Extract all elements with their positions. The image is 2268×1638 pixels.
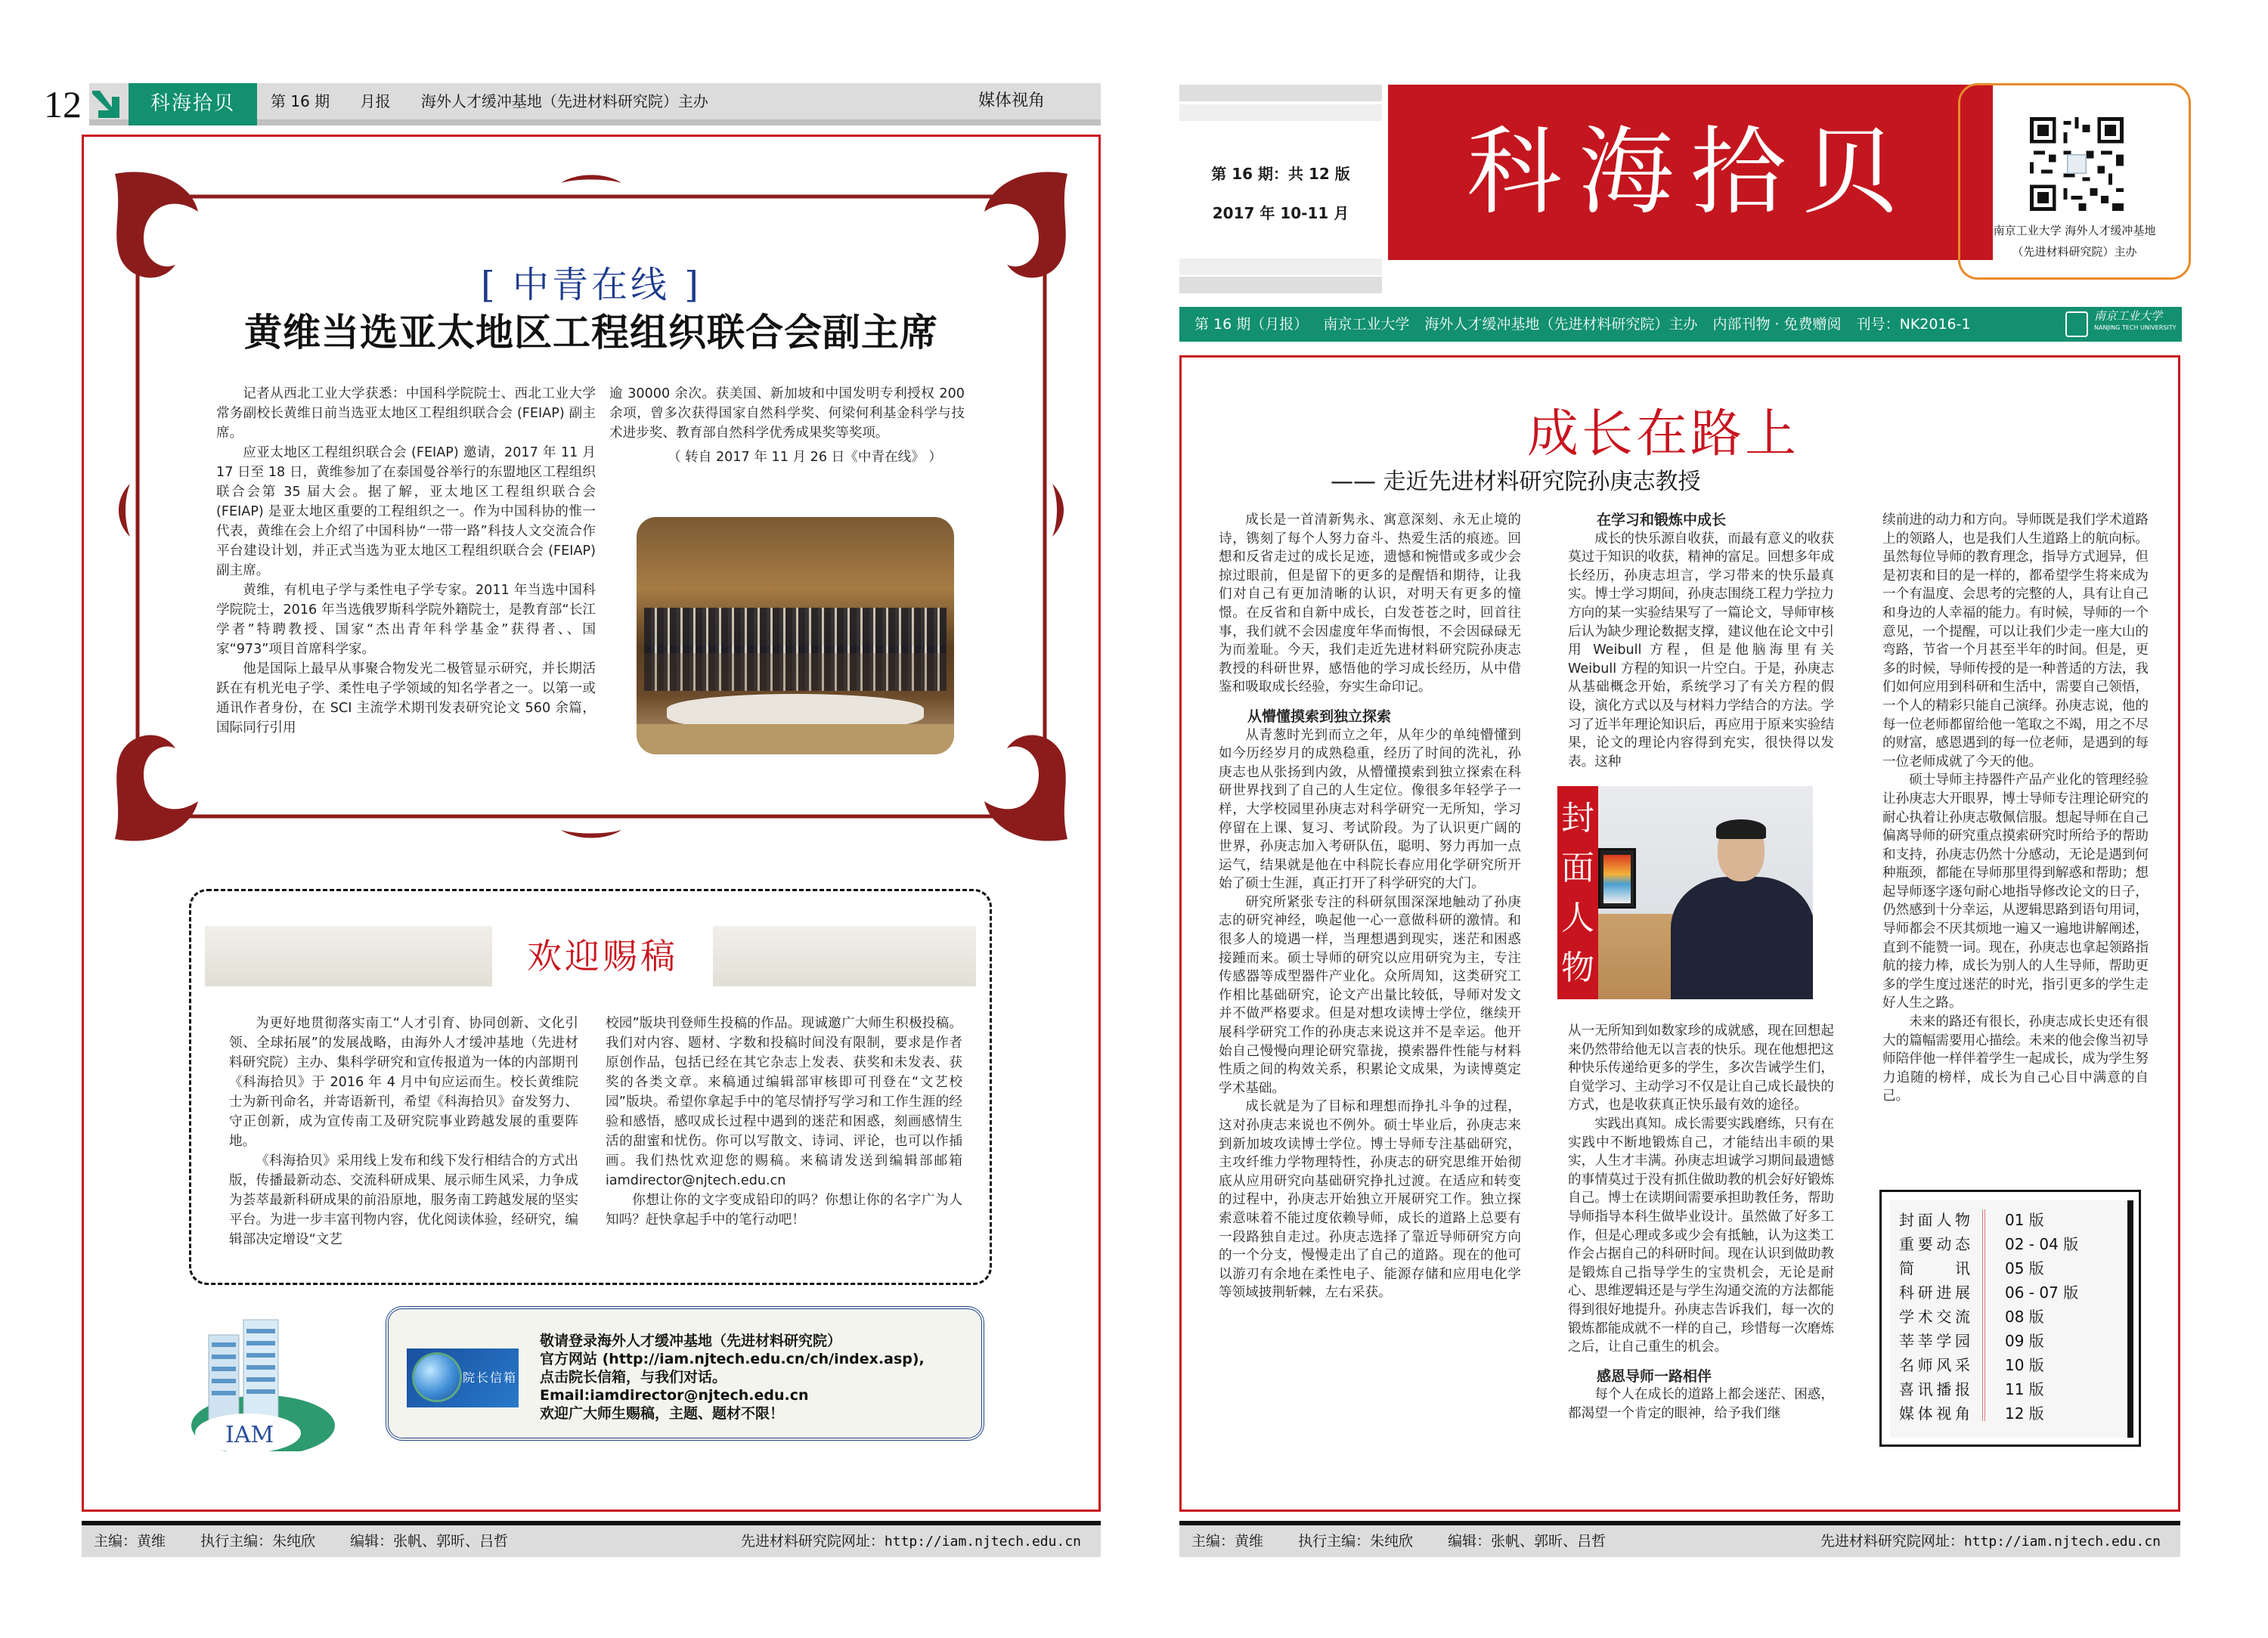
photo-monitor [1598, 848, 1636, 909]
university-logo-cn: 南京工业大学 [2094, 309, 2163, 323]
feature-subheading: 在学习和锻炼中成长 [1597, 512, 1727, 528]
article-paragraph: 记者从西北工业大学获悉：中国科学院院士、西北工业大学常务副校长黄维日前当选亚太地区工程组织联合会 (FEIAP) 副主席。 [216, 386, 596, 441]
director-mailbox-button[interactable] [407, 1348, 519, 1407]
conference-photo [637, 517, 954, 754]
iam-building-illustration [187, 1312, 339, 1451]
greenbar-university: 南京工业大学 [1323, 316, 1410, 333]
qr-code-box [1958, 83, 2191, 280]
feature-column-2 [1568, 511, 1834, 771]
welcome-paragraph: 校园”版块刊登师生投稿的作品。现诚邀广大师生积极投稿。我们对内容、题材、字数和投稿时间没有限制，要求是作者原创作品，包括已经在其它杂志上发表、获奖和未发表、获奖的各类文章。来稿通过编辑部审核即可刊登在“文艺校园”版块。希望你拿起手中的笔尽情抒写学习和工作生涯的经验和感悟，感叹成长过程中遇到的迷茫和困惑，刻画感情生活的甜蜜和忧伤。你可以写散文、诗词、评论，也可以作插画。我们热忱欢迎您的赐稿。来稿请发送到编辑部邮箱 iamdirector@njtech.edu.cn [606, 1016, 962, 1188]
editors: 编辑：张帆、郭昕、吕哲 [350, 1533, 509, 1550]
publication-info-bar [1179, 307, 2182, 342]
feature-paragraph: 从青葱时光到而立之年，从年少的单纯懵懂到如今历经岁月的成熟稳重，经历了时间的洗礼，孙庚志也从张扬到内敛，从懵懂摸索到独立探索在科研世界找到了自己的人生定位。像很多年轻学子一样，大学校园里孙庚志对科学研究一无所知，学习停留在上课、复习、考试阶段。为了认识更广阔的世界，孙庚志加入考研队伍，聪明、努力再加一点运气，结果就是他在中科院长春应用化学研究所开始了硕士生涯，真正打开了科学研究的大门。 [1219, 727, 1521, 892]
right-page-footer [1179, 1521, 2180, 1557]
cover-person-tag: 封面人物 [1557, 786, 1598, 999]
feature-paragraph: 硕士导师主持器件产品产业化的管理经验让孙庚志大开眼界，博士导师专注理论研究的耐心执着让孙庚志敬佩信服。想起导师在自己偏离导师的研究重点摸索研究时所给予的帮助和支持，孙庚志仍然十分感动，无论是遇到何种瓶颈，都能在导师那里得到解惑和帮助；想起导师逐字逐句耐心地指导修改论文的日子，仍然感到十分幸运，从逻辑思路到语句用词，导师都会不厌其烦地一遍又一遍地讲解阐述，直到不能赞一词。现在，孙庚志也拿起领路指航的接力棒，成长为别人的人生导师，帮助更多的学生度过迷茫的时光，指引更多的学生走好人生之路。 [1882, 773, 2149, 1011]
cover-person-block [1557, 786, 1813, 999]
brand-tag: 科海拾贝 [129, 83, 257, 125]
svg-text:IAM: IAM [225, 1422, 274, 1448]
toc-item[interactable]: 学术交流 08 版 [1899, 1308, 2044, 1326]
feature-paragraph: 成长是一首清新隽永、寓意深刻、永无止境的诗，镌刻了每个人努力奋斗、热爱生活的痕迹。回想和反省走过的成长足迹，遗憾和惋惜或多或少会掠过眼前，但是留下的更多的是醒悟和期待，让我们对自己有更加清晰的认识，对明天有更多的憧憬。在反省和自新中成长，白发苍苍之时，回首往事，我们就不会因虚度年华而悔恨，不会因碌碌无为而羞耻。今天，我们走近先进材料研究院孙庚志教授的科研世界，感悟他的学习成长经历，从中借鉴和吸取成长经验，夯实生命印记。 [1219, 512, 1521, 695]
feature-paragraph: 续前进的动力和方向。导师既是我们学术道路上的领路人，也是我们人生道路上的航向标。虽然每位导师的教育理念，指导方式迥异，但是初衷和目的是一样的，都希望学生将来成为一个有温度、会思考的完整的人，具有让自己和身边的人幸福的能力。有时候，导师的一个意见，一个提醒，可以让我们少走一座大山的弯路，节省一个月甚至半年的时间。但是，更多的时候，导师传授的是一种普适的方法，我们如何应用到科研和生活中，需要自己领悟，一个人的精彩只能自己演绎。孙庚志说，他的每一位老师都留给他一笔取之不竭，用之不尽的财富，感恩遇到的每一位老师，是遇到的每一位老师成就了今天的他。 [1882, 512, 2149, 769]
qr-caption-line: （先进材料研究院）主办 [2012, 245, 2137, 259]
greenbar-serial: 刊号：NK2016-1 [1856, 316, 1971, 333]
welcome-paragraph: 《科海拾贝》采用线上发布和线下发行相结合的方式出版，传播最新动态、交流科研成果、展示师生风采，力争成为荟萃最新科研成果的前沿原地，服务南工跨越发展的坚实平台。为进一步丰富刊物内容，优化阅读体验，经研究，编辑部决定增设“文艺 [229, 1153, 578, 1247]
photo-person-body [1671, 877, 1813, 999]
table-of-contents [1890, 1200, 2133, 1438]
arrow-icon [89, 88, 122, 121]
contact-box [386, 1306, 984, 1441]
toc-divider [1982, 1209, 1985, 1421]
page-number: 12 [44, 83, 82, 125]
feature-paragraph: 从一无所知到如数家珍的成就感，现在回想起来仍然带给他无以言表的快乐。现在他想把这种快乐传递给更多的学生，多次告诫学生们，自觉学习、主动学习不仅是让自己成长最快的方式，也是收获真正快乐最有效的途径。 [1568, 1023, 1834, 1113]
website-label: 先进材料研究院网址： [740, 1533, 885, 1550]
globe-icon [414, 1355, 460, 1400]
feature-paragraph: 研究所紧张专注的科研氛围深深地触动了孙庚志的研究神经，唤起他一心一意做科研的激情。和很多人的境遇一样，当理想遇到现实，迷茫和困惑接踵而来。硕士导师的研究以应用研究为主，专注传感器等成型器件产业化。众所周知，这类研究工作相比基础研究，论文产出量比较低，导师对发文并不做严格要求。但是对想攻读博士学位，继续开展科学研究工作的孙庚志来说这并不是幸运。他开始自己慢慢向理论研究靠拢，摸索器件性能与材料性质之间的构效关系，积累论文成果，为读博奠定学术基础。 [1219, 894, 1521, 1096]
executive-editor: 执行主编：朱纯欣 [1298, 1533, 1414, 1550]
contact-line: 敬请登录海外人才缓冲基地（先进材料研究院） [540, 1333, 842, 1349]
executive-editor: 执行主编：朱纯欣 [200, 1533, 316, 1550]
footer-website [741, 1525, 1081, 1558]
feature-column-1 [1219, 511, 1521, 1302]
greenbar-organizer: 海外人才缓冲基地（先进材料研究院）主办 [1424, 316, 1698, 333]
section-name: 媒体视角 [978, 91, 1045, 110]
feature-paragraph: 每个人在成长的道路上都会迷茫、困惑，都渴望一个肯定的眼神，给予我们继 [1568, 1387, 1834, 1421]
article-paragraph: 黄维，有机电子学与柔性电子学专家。2011 年当选中国科学院院士，2016 年当选俄罗斯科学院外籍院士，是教育部“长江学者”特聘教授、国家“杰出青年科学基金”获得者、、国家“973”项目首席科学家。 [216, 583, 596, 657]
toc-item[interactable]: 名师风采 10 版 [1899, 1356, 2044, 1374]
university-logo-en: NANJING TECH UNIVERSITY [2094, 324, 2177, 331]
article-paragraph: 应亚太地区工程组织联合会 (FEIAP) 邀请，2017 年 11 月 17 日至 18 日，黄维参加了在泰国曼谷举行的东盟地区工程组织联合会第 35 届大会。据了解，亚太地区工程组织联合会 (FEIAP) 是亚太地区重要的工程组织之一。作为中国科协的惟一代表，黄维在会上介绍了中国科协“一带一路”科技人文交流合作平台建设计划，并正式当选为亚太地区工程组织联合会 (FEIAP) 副主席。 [216, 445, 596, 578]
qr-code-icon[interactable] [2030, 117, 2124, 211]
masthead [1388, 85, 1993, 260]
feature-column-2-continued [1568, 1022, 1834, 1423]
article-kicker: [ 中青在线 ] [481, 264, 702, 306]
article-column-2 [609, 384, 965, 467]
article-column-1 [216, 384, 596, 738]
greenbar-distribution: 内部刊物 · 免费赠阅 [1712, 316, 1842, 333]
feature-paragraph: 实践出真知。成长需要实践磨练，只有在实践中不断地锻炼自己，才能结出丰硕的果实，人生才丰满。孙庚志坦诚学习期间最遗憾的事情莫过于没有抓住做助教的机会好好锻炼自己。博士在读期间需要承担助教任务，帮助导师指导本科生做毕业设计。虽然做了好多工作，但是心理或多或少会有抵触，认为这类工作会占据自己的科研时间。现在认识到做助教是锻炼自己指导学生的宝贵机会，无论是耐心、思维逻辑还是与学生沟通交流的方法都能得到很好地提升。孙庚志告诉我们，每一次的锻炼都能成就不一样的自己，珍惜每一次磨炼之后，让自己重生的机会。 [1568, 1116, 1834, 1355]
footer-credits [94, 1525, 538, 1557]
contact-line: 点击院长信箱，与我们对话。 [540, 1369, 727, 1386]
feature-paragraph: 成长就是为了目标和理想而挣扎斗争的过程，这对孙庚志来说也不例外。硕士毕业后，孙庚志来到新加坡攻读博士学位。博士导师专注基础研究，主攻纤维力学物理特性，孙庚志的研究思维开始彻底从应用研究向基础研究挣扎过渡。在适应和转变的过程中，孙庚志开始独立开展研究工作。独立探索意味着不能过度依赖导师，成长的道路上总要有一段路独自走过。孙庚志选择了靠近导师研究方向的一个分支，慢慢走出了自己的道路。现在的他可以游刃有余地在柔性电子、能源存储和应用电化学等领域披荆斩棘，左右采获。 [1219, 1099, 1521, 1301]
article-title: 黄维当选亚太地区工程组织联合会副主席 [244, 310, 938, 355]
welcome-paragraph: 你想让你的文字变成铅印的吗？你想让你的名字广为人知吗？赶快拿起手中的笔行动吧！ [606, 1193, 962, 1228]
issue-number: 第 16 期 [271, 92, 330, 110]
photo-people-row [644, 646, 947, 691]
toc-item[interactable]: 科研进展 06 - 07 版 [1899, 1283, 2079, 1302]
welcome-column-1 [229, 1014, 578, 1249]
issue-line: 第 16 期：共 12 版 [1211, 165, 1350, 183]
photo-carpet [637, 724, 954, 754]
article-paragraph: 他是国际上最早从事聚合物发光二极管显示研究，并长期活跃在有机光电子学、柔性电子学领域的知名学者之一。以第一或通讯作者身份，在 SCI 主流学术期刊发表研究论文 560 余篇，国际同行引用 [216, 661, 596, 735]
welcome-column-2 [606, 1014, 962, 1230]
qr-caption-line: 南京工业大学 海外人才缓冲基地 [1993, 224, 2156, 237]
toc-item[interactable]: 莘莘学园 09 版 [1899, 1332, 2044, 1350]
website-link[interactable]: http://iam.njtech.edu.cn [1963, 1534, 2161, 1550]
decorative-grey-bar [1179, 85, 1382, 101]
decorative-grey-bar [1179, 277, 1382, 293]
toc-item[interactable]: 重要动态 02 - 04 版 [1899, 1235, 2079, 1253]
welcome-submissions-box [189, 889, 992, 1285]
contact-email-link[interactable]: Email:iamdirector@njtech.edu.cn [540, 1387, 809, 1404]
website-link[interactable]: http://iam.njtech.edu.cn [884, 1534, 1081, 1550]
welcome-paragraph: 为更好地贯彻落实南工“人才引育、协同创新、文化引领、全球拓展”的发展战略，由海外人才缓冲基地（先进材料研究院）主办、集科学研究和宣传报道为一体的内部期刊《科海拾贝》于 2016 年 4 月中旬应运而生。校长黄维院士为新刊命名，并寄语新刊，希望《科海拾贝》奋发努力、守正创新，成为宣传南工及研究院事业跨越发展的重要阵地。 [229, 1016, 578, 1149]
left-page-footer [82, 1521, 1101, 1557]
decorative-grey-bar [1179, 259, 1382, 275]
left-page-header [44, 83, 1101, 125]
footer-credits [1191, 1525, 1636, 1557]
greenbar-issue: 第 16 期（月报） [1194, 316, 1309, 333]
article-paragraph: 逾 30000 余次。获美国、新加坡和中国发明专利授权 200 余项，曾多次获得国家自然科学奖、何梁何利基金科学与技术进步奖、教育部自然科学优秀成果奖等奖项。 [609, 386, 965, 441]
university-seal-icon [2065, 311, 2088, 337]
feature-paragraph: 成长的快乐源自收获，而最有意义的收获莫过于知识的收获，精神的富足。回想多年成长经历，孙庚志坦言，学习带来的快乐最真实。博士学习期间，孙庚志围绕工程力学拉力方向的某一实验结果写了一篇论文，导师审核后认为缺少理论数据支撑，建议他在论文中引用 Weibull 方程，但是他脑海里有关 Weibull 方程的知识一片空白。于是，孙庚志从基础概念开始，系统学习了有关方程的假设，演化方式以及与材料力学结合的方法。学习了近半年理论知识后，再应用于原来实验结果，论文的理论内容得到充实，很快得以发表。这种 [1568, 531, 1834, 769]
issue-info [1179, 154, 1382, 233]
contact-text [540, 1332, 925, 1423]
contact-website-link[interactable]: 官方网站 (http://iam.njtech.edu.cn/ch/index.asp), [540, 1351, 925, 1367]
feature-subheading: 从懵懂摸索到独立探索 [1247, 708, 1392, 725]
footer-website [1820, 1525, 2161, 1558]
toc-item[interactable]: 媒体视角 12 版 [1899, 1404, 2044, 1423]
contact-line: 欢迎广大师生赐稿，主题、题材不限！ [540, 1405, 785, 1422]
date-line: 2017 年 10-11 月 [1212, 204, 1349, 222]
photo-person-hair [1716, 819, 1766, 839]
header-issue-info [271, 83, 734, 119]
chief-editor: 主编：黄维 [1191, 1533, 1264, 1550]
chief-editor: 主编：黄维 [94, 1533, 166, 1550]
decorative-grey-bar [1179, 104, 1382, 121]
masthead-title: 科海拾贝 [1467, 116, 1914, 228]
feature-column-3 [1882, 511, 2149, 1106]
editors: 编辑：张帆、郭昕、吕哲 [1448, 1533, 1606, 1550]
toc-item[interactable]: 简 讯 05 版 [1899, 1259, 2044, 1277]
qr-caption [1960, 220, 2189, 262]
toc-item[interactable]: 封面人物 01 版 [1899, 1211, 2044, 1229]
issue-organizer: 海外人才缓冲基地（先进材料研究院）主办 [420, 92, 708, 110]
feature-subheading: 感恩导师一路相伴 [1597, 1367, 1712, 1385]
website-label: 先进材料研究院网址： [1820, 1533, 1964, 1550]
university-logo [2065, 309, 2177, 339]
feature-paragraph: 未来的路还有很长，孙庚志成长史还有很大的篇幅需要用心描绘。未来的他会像当初导师陪伴他一样伴着学生一起成长，成为学生努力追随的榜样，成长为自己心目中满意的自己。 [1882, 1014, 2149, 1104]
toc-item[interactable]: 喜讯播报 11 版 [1899, 1380, 2044, 1398]
feature-title: 成长在路上 [1526, 404, 1799, 464]
cover-person-photo [1598, 786, 1813, 999]
director-mailbox-label: 院长信箱 [463, 1370, 518, 1385]
welcome-title: 欢迎赐稿 [492, 921, 713, 991]
issue-frequency: 月报 [360, 92, 391, 110]
feature-subtitle: —— 走近先进材料研究院孙庚志教授 [1331, 469, 1701, 495]
article-source: （ 转自 2017 年 11 月 26 日《中青在线》 ） [667, 450, 942, 465]
